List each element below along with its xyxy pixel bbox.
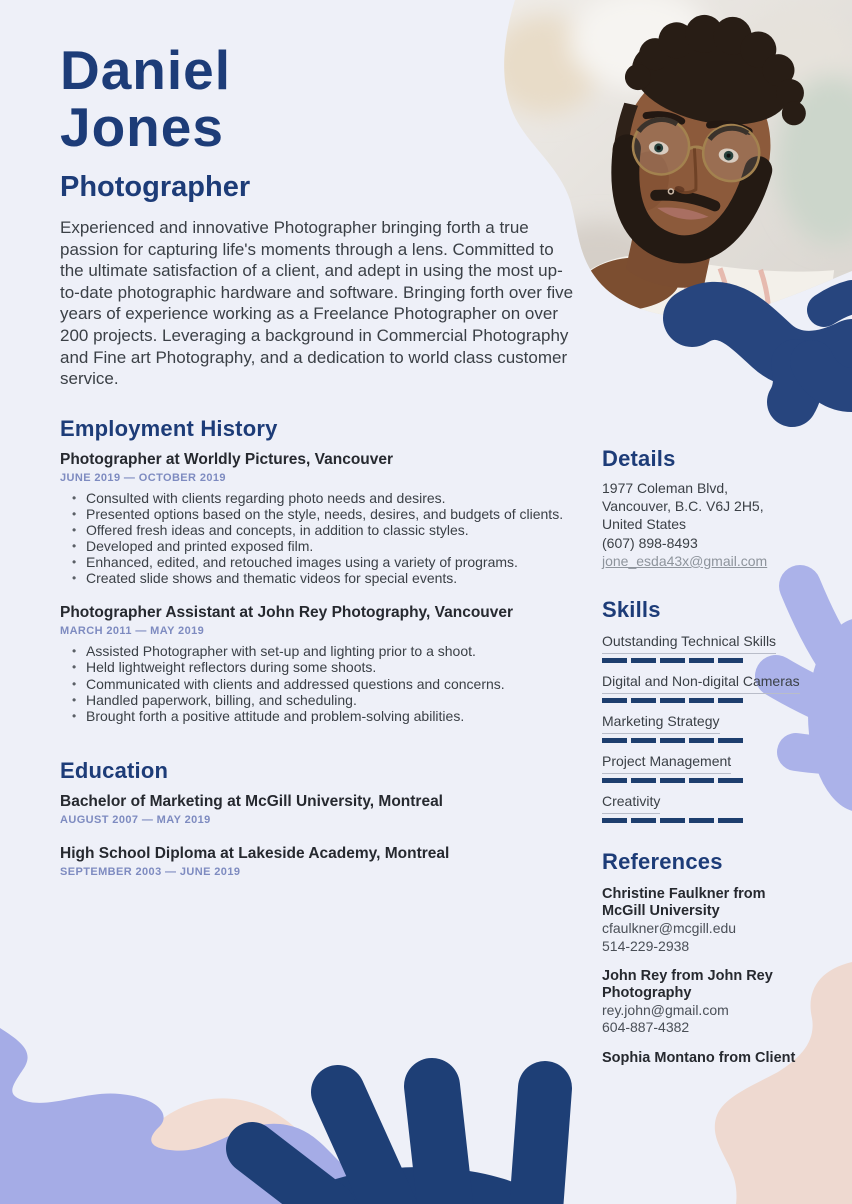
job-bullets (60, 490, 608, 587)
bullet-item: • Assisted Photographer with set-up and lighting prior to a shoot. (72, 643, 608, 659)
bullet-item: • Offered fresh ideas and concepts, in addition to classic styles. (72, 522, 608, 538)
skill-label: Digital and Non-digital Cameras (602, 673, 800, 694)
skill-level-bar (602, 658, 807, 663)
phone-number: (607) 898-8493 (602, 534, 698, 551)
reference-email: rey.john@gmail.com (602, 1002, 729, 1019)
skill-item (602, 713, 807, 743)
reference-name: John Rey from John Rey Photography (602, 967, 773, 1002)
job-title: Photographer at Worldly Pictures, Vancouver (60, 450, 394, 468)
reference-phone: 604-887-4382 (602, 1019, 690, 1036)
address-line: Vancouver, B.C. V6J 2H5, (602, 498, 764, 515)
skill-item (602, 673, 807, 703)
skill-level-bar (602, 778, 807, 783)
employment-heading: Employment History (60, 415, 278, 441)
skill-label: Creativity (602, 793, 660, 814)
bullet-item: • Created slide shows and thematic videos for special events. (72, 570, 608, 586)
email-link[interactable]: jone_esda43x@gmail.com (602, 552, 768, 569)
skill-level-bar (602, 738, 807, 743)
bullet-item: • Handled paperwork, billing, and scheduling. (72, 692, 608, 708)
skill-item (602, 793, 807, 823)
details-heading: Details (602, 446, 676, 471)
reference-entry (602, 886, 807, 955)
job-entry (60, 451, 608, 587)
skill-level-bar (602, 818, 807, 823)
education-title: High School Diploma at Lakeside Academy, Montreal (60, 844, 450, 862)
bullet-item: • Consulted with clients regarding photo needs and desires. (72, 490, 608, 506)
address-line: 1977 Coleman Blvd, (602, 480, 729, 496)
candidate-name (60, 39, 608, 158)
main-column (60, 39, 608, 878)
skill-label: Project Management (602, 753, 731, 774)
skill-label: Outstanding Technical Skills (602, 633, 776, 654)
education-dates: AUGUST 2007 — MAY 2019 (60, 813, 211, 826)
education-dates: SEPTEMBER 2003 — JUNE 2019 (60, 865, 241, 878)
reference-name: Sophia Montano from Client (602, 1049, 796, 1066)
bullet-item: • Brought forth a positive attitude and problem-solving abilities. (72, 708, 608, 724)
bullet-item: • Presented options based on the style, needs, desires, and budgets of clients. (72, 506, 608, 522)
bullet-item: • Communicated with clients and addressed questions and concerns. (72, 676, 608, 692)
education-entry (60, 845, 608, 878)
reference-email: cfaulkner@mcgill.edu (602, 920, 737, 937)
candidate-first-name: Daniel (60, 39, 232, 101)
reference-entry (602, 1050, 807, 1067)
details-block (602, 479, 807, 570)
bullet-item: • Enhanced, edited, and retouched images using a variety of programs. (72, 554, 608, 570)
address-line: United States (602, 516, 687, 533)
skill-level-bar (602, 698, 807, 703)
job-dates: MARCH 2011 — MAY 2019 (60, 625, 205, 638)
skill-item (602, 633, 807, 663)
skills-heading: Skills (602, 597, 661, 623)
job-dates: JUNE 2019 — OCTOBER 2019 (60, 471, 226, 484)
profile-summary: Experienced and innovative Photographer bringing forth a true passion for capturing life's moments through a lens. Committed to the ultimate satisfaction of a client, and adept in using the most up-to-date photographic hardware and software. Bringing forth over five years of experience working as a Freelance Photographer on over 200 projects. Leveraging a background in Commercial Photography and Fine art Photography, and a dedication to world class customer service. (60, 218, 574, 389)
references-heading: References (602, 849, 723, 875)
bullet-item: • Held lightweight reflectors during some shoots. (72, 659, 608, 675)
reference-name: Christine Faulkner from McGill University (602, 886, 766, 920)
skill-item (602, 753, 807, 783)
education-title: Bachelor of Marketing at McGill University, Montreal (60, 792, 443, 810)
skill-label: Marketing Strategy (602, 713, 720, 734)
job-entry (60, 604, 608, 723)
candidate-last-name: Jones (60, 96, 224, 158)
sidebar-column (602, 446, 807, 1067)
reference-entry (602, 968, 807, 1037)
job-bullets (60, 643, 608, 723)
candidate-title: Photographer (60, 171, 251, 203)
education-entry (60, 793, 608, 826)
job-title: Photographer Assistant at John Rey Photography, Vancouver (60, 604, 514, 622)
reference-phone: 514-229-2938 (602, 937, 690, 954)
blob-navy-top-right (692, 297, 852, 402)
bullet-item: • Developed and printed exposed film. (72, 538, 608, 554)
education-heading: Education (60, 757, 169, 783)
